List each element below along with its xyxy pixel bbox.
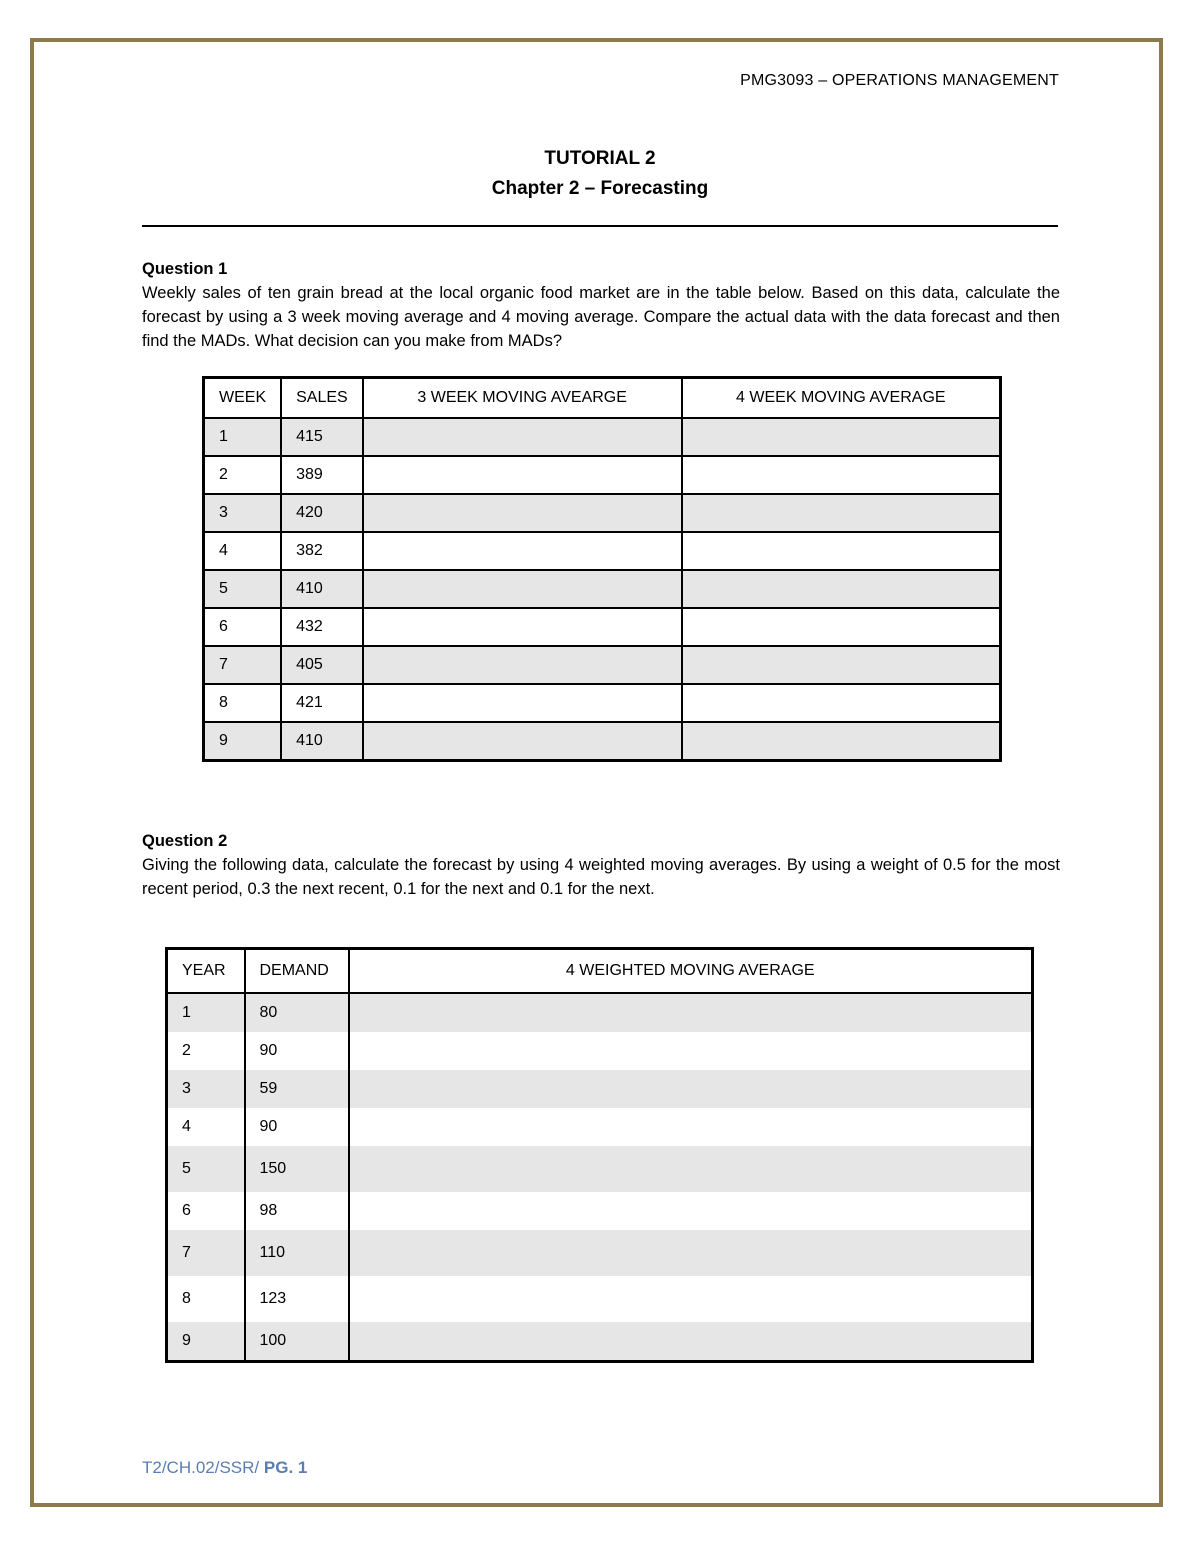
question-1-title: Question 1 <box>142 260 228 278</box>
wma-cell <box>349 1230 1033 1276</box>
wma-cell <box>349 1192 1033 1230</box>
table-row <box>167 1146 1033 1192</box>
year-cell: 1 <box>167 993 245 1032</box>
table-header-row <box>204 378 1001 419</box>
sales-cell: 432 <box>281 608 363 646</box>
ma4-cell <box>682 532 1001 570</box>
sales-cell: 421 <box>281 684 363 722</box>
header-sales: SALES <box>281 378 363 419</box>
wma-cell <box>349 993 1033 1032</box>
demand-cell: 150 <box>245 1146 349 1192</box>
year-cell: 6 <box>167 1192 245 1230</box>
demand-cell: 100 <box>245 1322 349 1362</box>
sales-cell: 410 <box>281 722 363 761</box>
sales-cell: 415 <box>281 418 363 456</box>
footer-page-number: PG. 1 <box>263 1458 308 1477</box>
ma4-cell <box>682 570 1001 608</box>
wma-cell <box>349 1276 1033 1322</box>
year-cell: 4 <box>167 1108 245 1146</box>
week-cell: 9 <box>204 722 282 761</box>
sales-cell: 410 <box>281 570 363 608</box>
year-cell: 2 <box>167 1032 245 1070</box>
table-row <box>167 1192 1033 1230</box>
yearly-demand-table <box>165 947 1034 1363</box>
question-1 <box>142 257 1060 353</box>
demand-cell: 90 <box>245 1032 349 1070</box>
header-4-week-ma: 4 WEEK MOVING AVERAGE <box>682 378 1001 419</box>
wma-cell <box>349 1108 1033 1146</box>
week-cell: 7 <box>204 646 282 684</box>
table-row <box>167 1032 1033 1070</box>
sales-cell: 405 <box>281 646 363 684</box>
question-1-text: Weekly sales of ten grain bread at the local organic food market are in the table below. Based on this data, calculate the forecast by using a 3 week moving average and 4 moving average. Compare the actual data with the data forecast and then find the MADs. What decision can you make from MADs? <box>142 284 1060 350</box>
question-2-title: Question 2 <box>142 832 228 850</box>
ma4-cell <box>682 456 1001 494</box>
header-demand: DEMAND <box>245 949 349 994</box>
table-row <box>204 418 1001 456</box>
sales-cell: 420 <box>281 494 363 532</box>
week-cell: 2 <box>204 456 282 494</box>
week-cell: 5 <box>204 570 282 608</box>
sales-cell: 389 <box>281 456 363 494</box>
title-divider <box>142 225 1058 227</box>
ma4-cell <box>682 418 1001 456</box>
year-cell: 8 <box>167 1276 245 1322</box>
question-2-text: Giving the following data, calculate the forecast by using 4 weighted moving averages. By using a weight of 0.5 for the most recent period, 0.3 the next recent, 0.1 for the next and 0.1 for the next. <box>142 856 1060 898</box>
week-cell: 3 <box>204 494 282 532</box>
demand-cell: 80 <box>245 993 349 1032</box>
year-cell: 5 <box>167 1146 245 1192</box>
demand-cell: 90 <box>245 1108 349 1146</box>
header-week: WEEK <box>204 378 282 419</box>
year-cell: 9 <box>167 1322 245 1362</box>
table-row <box>167 993 1033 1032</box>
ma3-cell <box>363 494 682 532</box>
footer-code: T2/CH.02/SSR/ <box>142 1458 260 1477</box>
table-row <box>204 722 1001 761</box>
header-year: YEAR <box>167 949 245 994</box>
table-row <box>204 494 1001 532</box>
year-cell: 7 <box>167 1230 245 1276</box>
weekly-sales-table <box>202 376 1002 762</box>
table-row <box>204 608 1001 646</box>
table-row <box>204 684 1001 722</box>
course-header: PMG3093 – OPERATIONS MANAGEMENT <box>740 72 1059 89</box>
table-row <box>204 570 1001 608</box>
week-cell: 1 <box>204 418 282 456</box>
week-cell: 8 <box>204 684 282 722</box>
ma3-cell <box>363 722 682 761</box>
ma3-cell <box>363 456 682 494</box>
ma3-cell <box>363 608 682 646</box>
demand-cell: 110 <box>245 1230 349 1276</box>
page-footer <box>142 1458 307 1478</box>
ma3-cell <box>363 532 682 570</box>
ma4-cell <box>682 722 1001 761</box>
table-row <box>167 1070 1033 1108</box>
table-row <box>167 1276 1033 1322</box>
table-row <box>167 1108 1033 1146</box>
ma4-cell <box>682 608 1001 646</box>
year-cell: 3 <box>167 1070 245 1108</box>
table-header-row <box>167 949 1033 994</box>
header-4-weighted-ma: 4 WEIGHTED MOVING AVERAGE <box>349 949 1033 994</box>
wma-cell <box>349 1032 1033 1070</box>
ma4-cell <box>682 684 1001 722</box>
table-row <box>204 646 1001 684</box>
tutorial-title: TUTORIAL 2 <box>544 148 656 169</box>
table-row <box>204 456 1001 494</box>
table-row <box>167 1322 1033 1362</box>
week-cell: 6 <box>204 608 282 646</box>
wma-cell <box>349 1146 1033 1192</box>
demand-cell: 98 <box>245 1192 349 1230</box>
table-row <box>204 532 1001 570</box>
ma3-cell <box>363 684 682 722</box>
wma-cell <box>349 1070 1033 1108</box>
header-3-week-ma: 3 WEEK MOVING AVEARGE <box>363 378 682 419</box>
demand-cell: 123 <box>245 1276 349 1322</box>
ma3-cell <box>363 570 682 608</box>
demand-cell: 59 <box>245 1070 349 1108</box>
table-row <box>167 1230 1033 1276</box>
week-cell: 4 <box>204 532 282 570</box>
title-block <box>0 144 1200 204</box>
ma4-cell <box>682 646 1001 684</box>
sales-cell: 382 <box>281 532 363 570</box>
wma-cell <box>349 1322 1033 1362</box>
question-2 <box>142 829 1060 901</box>
ma4-cell <box>682 494 1001 532</box>
ma3-cell <box>363 418 682 456</box>
chapter-title: Chapter 2 – Forecasting <box>491 178 709 199</box>
ma3-cell <box>363 646 682 684</box>
